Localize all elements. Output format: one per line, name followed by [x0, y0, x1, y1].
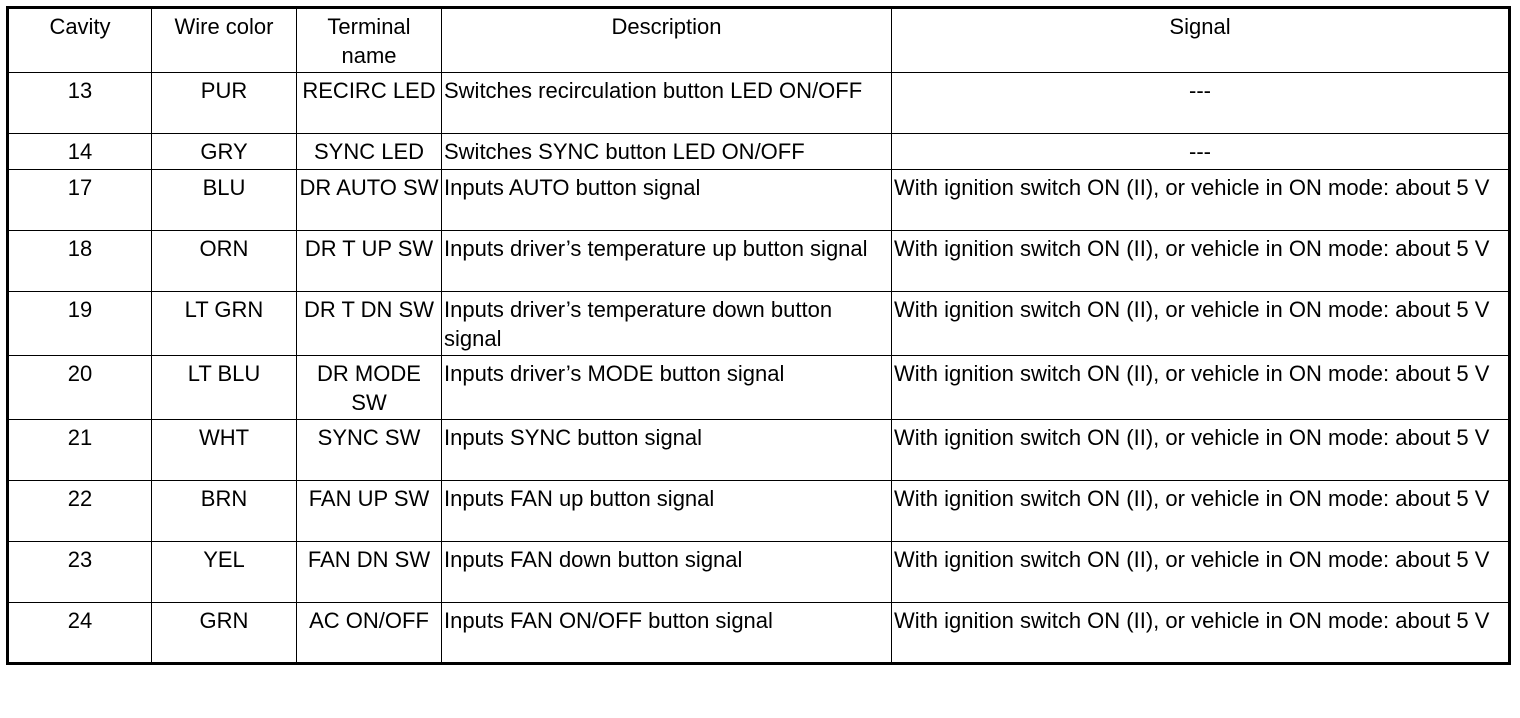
cell-signal: With ignition switch ON (II), or vehicle in ON mode: about 5 V	[892, 542, 1510, 603]
cell-description: Inputs driver’s temperature up button signal	[442, 231, 892, 292]
header-description: Description	[442, 8, 892, 73]
cell-signal: With ignition switch ON (II), or vehicle in ON mode: about 5 V	[892, 603, 1510, 664]
cell-wire-color: BRN	[152, 481, 297, 542]
cell-terminal-name: AC ON/OFF	[297, 603, 442, 664]
cell-signal: ---	[892, 134, 1510, 170]
cell-terminal-name: DR T DN SW	[297, 292, 442, 356]
cell-wire-color: GRN	[152, 603, 297, 664]
cell-cavity: 24	[8, 603, 152, 664]
table-row	[8, 170, 1510, 231]
cell-terminal-name: DR T UP SW	[297, 231, 442, 292]
cell-signal: With ignition switch ON (II), or vehicle in ON mode: about 5 V	[892, 170, 1510, 231]
table-row	[8, 603, 1510, 664]
header-wire-color: Wire color	[152, 8, 297, 73]
cell-cavity: 14	[8, 134, 152, 170]
header-signal: Signal	[892, 8, 1510, 73]
cell-signal: With ignition switch ON (II), or vehicle in ON mode: about 5 V	[892, 231, 1510, 292]
cell-cavity: 21	[8, 420, 152, 481]
table-row	[8, 420, 1510, 481]
table-row	[8, 134, 1510, 170]
cell-cavity: 23	[8, 542, 152, 603]
cell-signal: With ignition switch ON (II), or vehicle in ON mode: about 5 V	[892, 292, 1510, 356]
cell-signal: With ignition switch ON (II), or vehicle in ON mode: about 5 V	[892, 356, 1510, 420]
cell-cavity: 19	[8, 292, 152, 356]
cell-description: Switches recirculation button LED ON/OFF	[442, 73, 892, 134]
cell-terminal-name: DR AUTO SW	[297, 170, 442, 231]
table-row	[8, 231, 1510, 292]
cell-wire-color: LT BLU	[152, 356, 297, 420]
table-row	[8, 292, 1510, 356]
cell-wire-color: GRY	[152, 134, 297, 170]
cell-description: Inputs AUTO button signal	[442, 170, 892, 231]
cell-description: Inputs FAN up button signal	[442, 481, 892, 542]
cell-signal: With ignition switch ON (II), or vehicle in ON mode: about 5 V	[892, 481, 1510, 542]
cell-terminal-name: RECIRC LED	[297, 73, 442, 134]
cell-cavity: 20	[8, 356, 152, 420]
cell-wire-color: BLU	[152, 170, 297, 231]
cell-cavity: 18	[8, 231, 152, 292]
table-row	[8, 356, 1510, 420]
cell-description: Inputs driver’s temperature down button signal	[442, 292, 892, 356]
cell-wire-color: YEL	[152, 542, 297, 603]
cell-description: Inputs SYNC button signal	[442, 420, 892, 481]
cell-terminal-name: SYNC SW	[297, 420, 442, 481]
table-row	[8, 73, 1510, 134]
cell-description: Inputs driver’s MODE button signal	[442, 356, 892, 420]
table-body	[8, 73, 1510, 664]
header-terminal-name: Terminal name	[297, 8, 442, 73]
cell-terminal-name: FAN DN SW	[297, 542, 442, 603]
pinout-table	[6, 6, 1511, 665]
table-row	[8, 542, 1510, 603]
cell-terminal-name: SYNC LED	[297, 134, 442, 170]
header-row	[8, 8, 1510, 73]
cell-wire-color: ORN	[152, 231, 297, 292]
cell-signal: With ignition switch ON (II), or vehicle in ON mode: about 5 V	[892, 420, 1510, 481]
cell-cavity: 22	[8, 481, 152, 542]
cell-signal: ---	[892, 73, 1510, 134]
cell-wire-color: WHT	[152, 420, 297, 481]
cell-cavity: 17	[8, 170, 152, 231]
cell-wire-color: PUR	[152, 73, 297, 134]
header-cavity: Cavity	[8, 8, 152, 73]
cell-cavity: 13	[8, 73, 152, 134]
table-row	[8, 481, 1510, 542]
table-header	[8, 8, 1510, 73]
cell-terminal-name: FAN UP SW	[297, 481, 442, 542]
cell-terminal-name: DR MODE SW	[297, 356, 442, 420]
cell-description: Switches SYNC button LED ON/OFF	[442, 134, 892, 170]
cell-wire-color: LT GRN	[152, 292, 297, 356]
cell-description: Inputs FAN down button signal	[442, 542, 892, 603]
cell-description: Inputs FAN ON/OFF button signal	[442, 603, 892, 664]
